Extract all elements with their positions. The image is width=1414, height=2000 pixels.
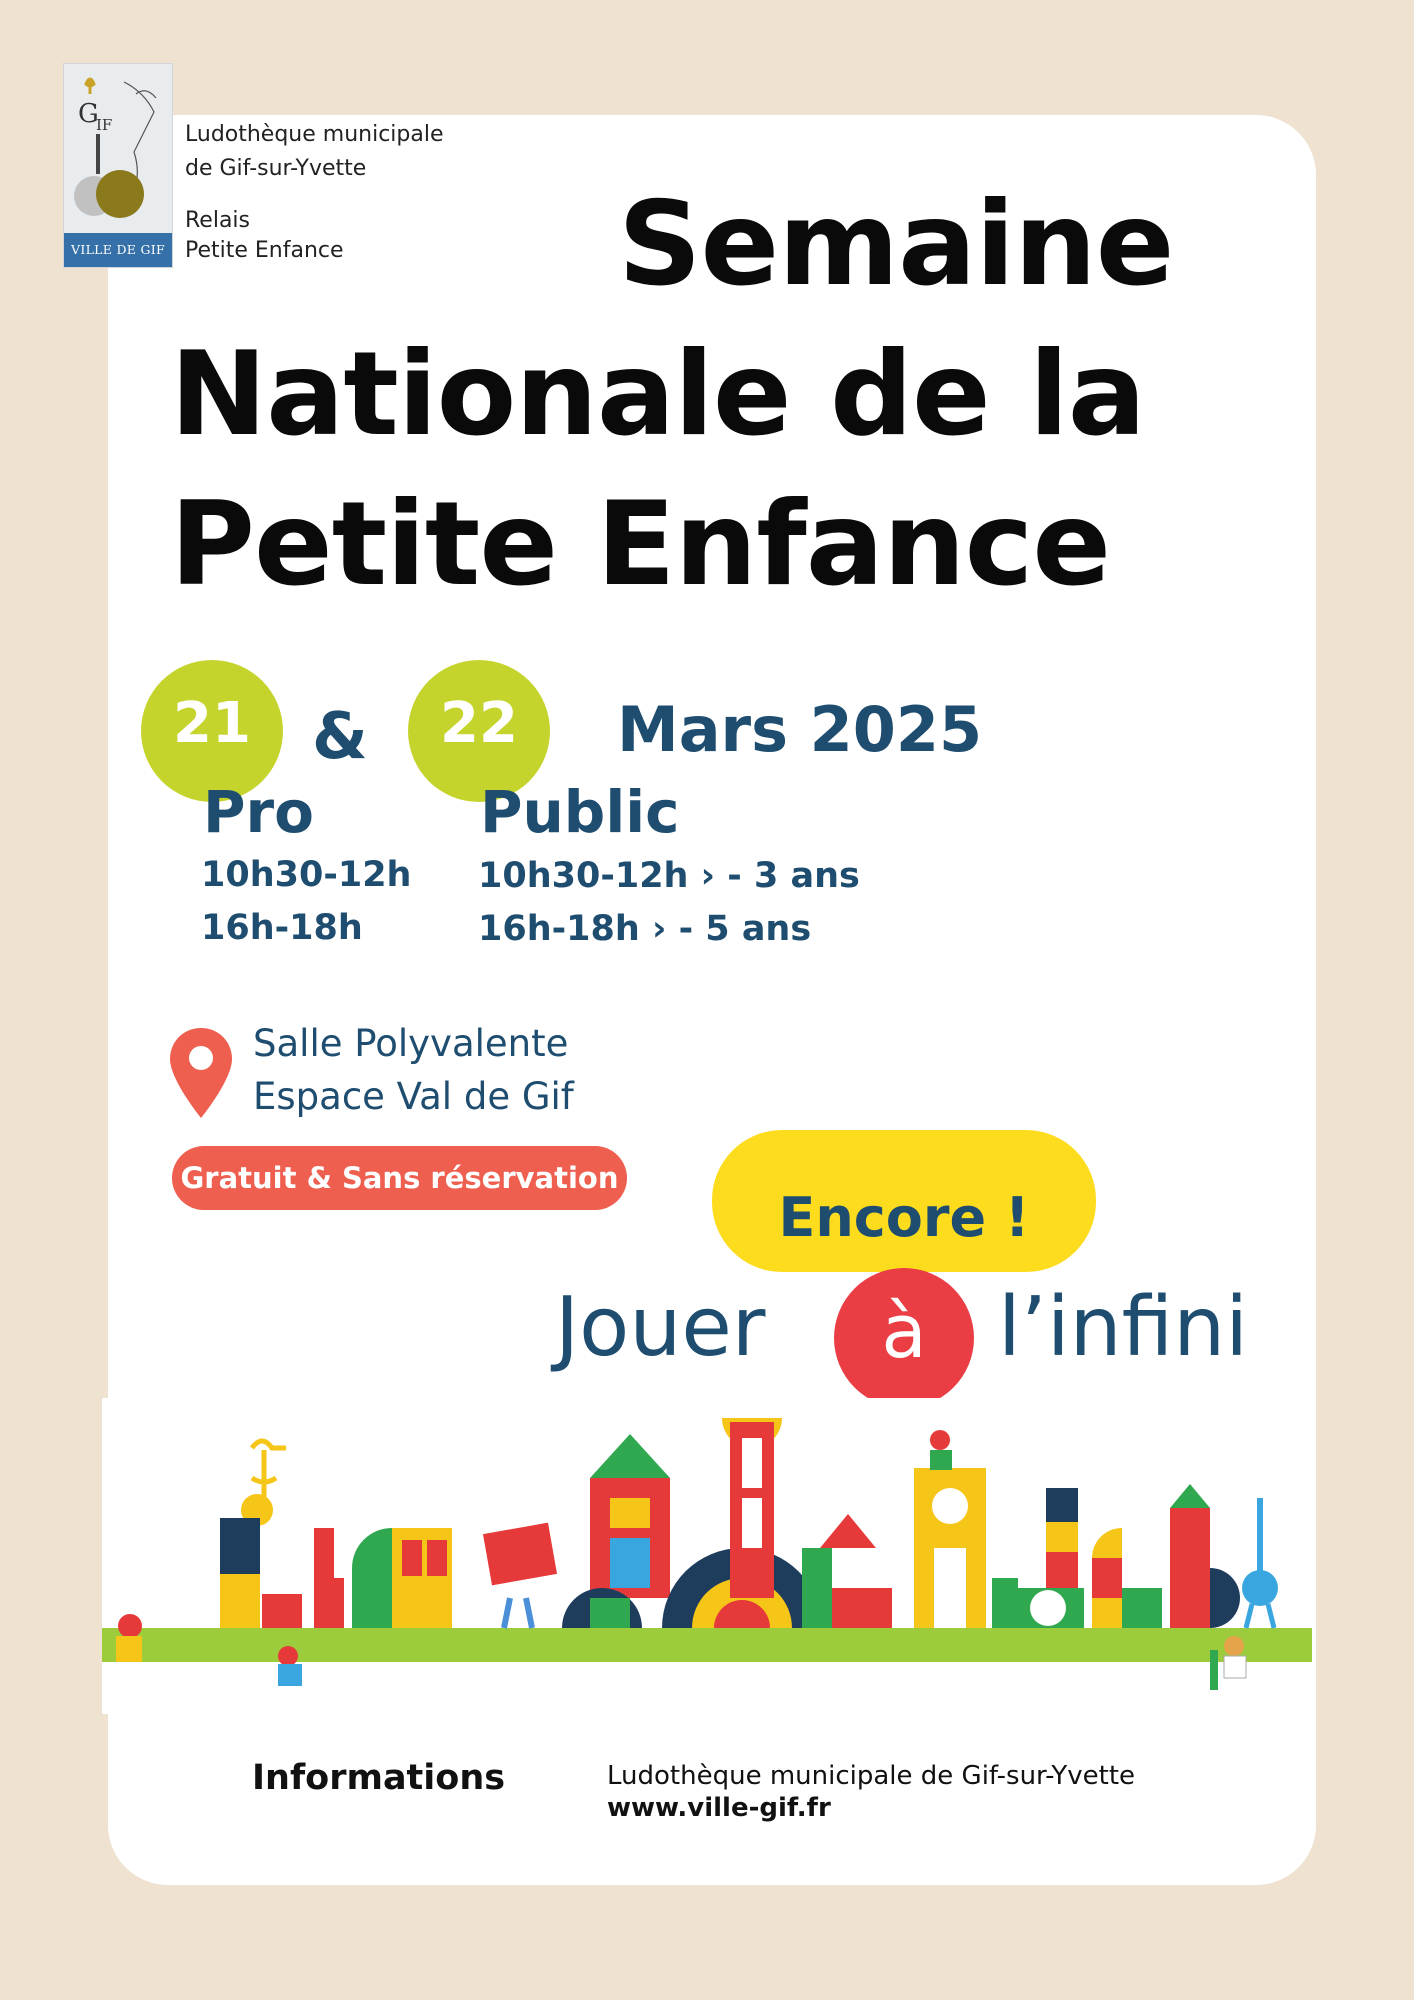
- title-line1: Semaine: [618, 177, 1174, 312]
- free-badge: Gratuit & Sans réservation: [172, 1146, 627, 1210]
- slogan-word-jouer: Jouer: [555, 1280, 766, 1375]
- pro-label: Pro: [203, 778, 314, 846]
- footer-org: Ludothèque municipale de Gif-sur-Yvette: [607, 1761, 1136, 1791]
- slogan-word-infini: l’infini: [998, 1280, 1249, 1375]
- public-slot1: 10h30-12h › - 3 ans: [478, 856, 860, 896]
- day2-circle: 22: [408, 660, 550, 802]
- title-line2: Nationale de la: [170, 327, 1146, 462]
- relais-line2: Petite Enfance: [185, 238, 344, 263]
- svg-text:G: G: [78, 99, 99, 129]
- informations-label: Informations: [252, 1758, 506, 1798]
- location-line2: Espace Val de Gif: [253, 1075, 574, 1118]
- footer-url[interactable]: www.ville-gif.fr: [607, 1793, 831, 1823]
- day1-circle: 21: [141, 660, 283, 802]
- pro-slot1: 10h30-12h: [201, 855, 412, 895]
- public-label: Public: [480, 778, 680, 846]
- location-line1: Salle Polyvalente: [253, 1022, 569, 1065]
- month-year: Mars 2025: [617, 693, 983, 766]
- dates-ampersand: &: [312, 700, 368, 774]
- encore-pill: Encore !: [712, 1130, 1096, 1272]
- ville-de-gif-logo: [63, 63, 173, 268]
- logo-emblem: [64, 64, 172, 232]
- relais-line1: Relais: [185, 208, 251, 233]
- building-blocks-illustration: [102, 1398, 1312, 1714]
- public-slot2: 16h-18h › - 5 ans: [478, 909, 812, 949]
- title-line3: Petite Enfance: [170, 477, 1110, 612]
- location-pin-icon: [170, 1028, 232, 1118]
- org-name-line2: de Gif-sur-Yvette: [185, 156, 367, 181]
- pro-slot2: 16h-18h: [201, 908, 363, 948]
- svg-text:IF: IF: [96, 116, 113, 134]
- slogan-a-circle: à: [834, 1268, 974, 1408]
- org-name-line1: Ludothèque municipale: [185, 122, 444, 147]
- logo-caption: VILLE DE GIF: [64, 233, 172, 267]
